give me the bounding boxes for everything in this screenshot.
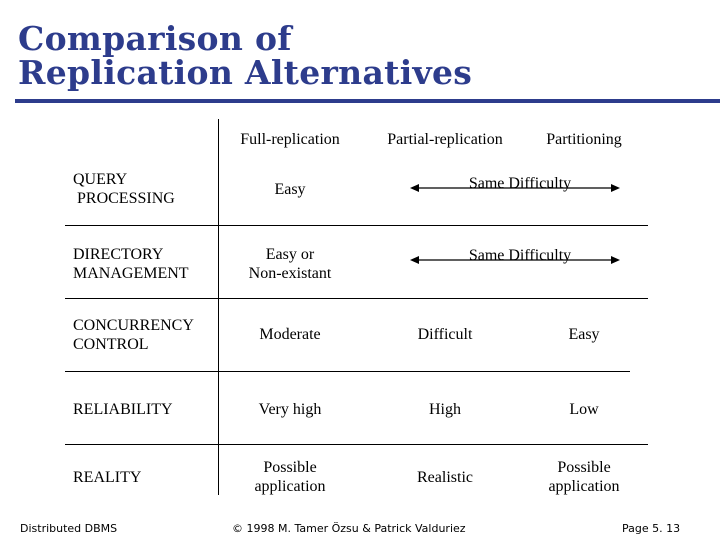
double-arrow <box>410 182 620 194</box>
span-label-directory: Same Difficulty <box>468 247 572 264</box>
cell-directory-full: Easy or Non-existant <box>248 246 332 282</box>
footer-copyright: © 1998 M. Tamer Özsu & Patrick Valduriez <box>232 522 466 535</box>
cell-reliability-full: Very high <box>258 401 322 418</box>
title-line-2: Replication Alternatives <box>18 53 473 92</box>
table-column-divider <box>218 119 219 495</box>
cell-reality-full: Possible application <box>254 459 326 495</box>
cell-reality-partial: Realistic <box>417 469 473 486</box>
column-header-partitioning: Partitioning <box>546 131 622 148</box>
table-row-divider <box>65 225 648 226</box>
cell-reality-partition: Possible application <box>548 459 620 495</box>
cell-query-full: Easy <box>274 181 306 198</box>
row-label-reliability: RELIABILITY <box>73 401 173 418</box>
cell-concurrency-full: Moderate <box>259 326 321 343</box>
double-arrow <box>410 254 620 266</box>
row-label-query-processing: QUERY PROCESSING <box>73 171 175 207</box>
table-row-divider <box>65 371 630 372</box>
table-row-divider <box>65 298 648 299</box>
span-label-query: Same Difficulty <box>468 175 572 192</box>
title-underline <box>15 99 720 103</box>
title-line-1: Comparison of <box>18 19 292 58</box>
column-header-partial-replication: Partial-replication <box>387 131 503 148</box>
cell-concurrency-partition: Easy <box>568 326 600 343</box>
cell-concurrency-partial: Difficult <box>417 326 473 343</box>
row-label-directory-management: DIRECTORY MANAGEMENT <box>73 246 189 282</box>
slide-title <box>18 19 473 92</box>
cell-reliability-partition: Low <box>569 401 599 418</box>
footer-page-number: Page 5. 13 <box>622 522 681 535</box>
footer-course-name: Distributed DBMS <box>20 522 118 535</box>
column-header-full-replication: Full-replication <box>240 131 340 148</box>
table-row-divider <box>65 444 648 445</box>
cell-reliability-partial: High <box>429 401 461 418</box>
row-label-reality: REALITY <box>73 469 142 486</box>
row-label-concurrency-control: CONCURRENCY CONTROL <box>73 317 194 353</box>
